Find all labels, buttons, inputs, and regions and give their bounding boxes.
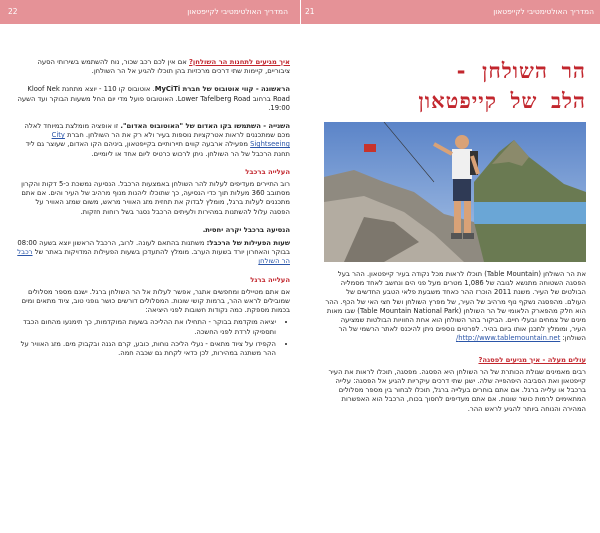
intro-text: את הר השולחן (Table Mountain) תוכלו לראות מכל נקודה בעיר קייפטאון. ההר בעל הפסגה השטוחה מתנשא לגובה של 1,086 מטרים מעל פני הים ונחשב לאחד מסמליה הבולטים של העיר. משנת 2011 הוכרז ההר כאחד משבעת פלאי הטבע החדשים של העולם. מהפסגה נשקף נוף מרהיב של העיר, של מפרץ השולחן ושל חצי האי של הכף. ההר הוא חלק מהפארק הלאומי של הר השולחן (Table Mountain National Park) שבו מאות מינים של צמחים ובעלי חיים. הביקור בהר השולחן הוא אחת החוויות הבולטות שמציעה העיר, ומומלץ לתכנן אותו ביום בהיר. לפרטים נוספים ניתן להיכנס לאתר הרשמי של הר השולחן: [325, 270, 586, 343]
walk-tips-list [14, 318, 276, 358]
intro-paragraph [324, 270, 586, 344]
first-option [14, 85, 290, 113]
cable-heading: העלייה ברכבל [245, 167, 290, 176]
cable-text: רוב התיירים מעדיפים לעלות להר השולחן באמצעות הרכבל. הנסיעה נמשכת כ-5 דקות והקרון מסתובב 360 מעלות תוך כדי הנסיעה, כך שתוכלו ליהנות מנוף מרהיב של העיר והים. אם אתם מתכננים לעלות ברגל, מומלץ לבדוק את תחזית מזג האוויר מראש, משום שמזג האוויר על הפסגה עלול להשתנות במהירות ולעיתים הרכבל נסגר בשל רוחות חזקות. [21, 180, 290, 216]
first-option-heading: הראשונה - קווי אוטובוס של חברת MyCiTi [154, 85, 290, 94]
page-divider [300, 0, 301, 24]
page-title-line-1: הר השולחן - [454, 59, 586, 83]
page-number-right: 21 [305, 7, 315, 16]
ascent-heading: עולים מעלה - איך מגיעים לפסגה? [478, 355, 586, 364]
walk-text: אם אתם מטיילים ומחפשים אתגר, אפשר לעלות אל הר השולחן ברגל. ישנם מספר מסלולים שמובילים לראש ההר, ברמות קושי שונות. המסלולים דורשים כושר גופני טוב, ציוד מתאים ומים בכמות מספקת. כמה נקודות חשובות לפני היציאה: [21, 287, 290, 315]
first-option-text: . אוטובוס קו 110 - יוצא מתחנת Kloof Nek Road ברחוב Lower Tafelberg Road. האוטובוס פועל מדי יום החל משעות הבוקר ועד השעה 19:00. [17, 85, 290, 112]
reach-heading: איך מגיעים לתחנות הר השולחן? [188, 58, 290, 66]
list-item: • יציאה מוקדמת בבוקר - התחילו את ההליכה בשעות המוקדמות, כך תימנעו מהחום הכבד ותספיקו לרדת לפני החשכה. [14, 318, 276, 336]
cable-website-link[interactable]: רכבל הר השולחן [17, 248, 290, 266]
walk-heading: העלייה ברגל [250, 275, 290, 284]
reach-text: אם אין לכם רכב שכור, נוח להשתמש בשירותי הסעה ציבוריים, קיימות שתי דרכים מרכזיות בהן תוכלו להגיע אל הר השולחן. [37, 58, 290, 76]
page-title [330, 56, 586, 116]
second-option-text-b: מפעילה ארבעה קווים תיירותיים בקייפטאון, ביניהם הקו האדום, שעוצר גם ליד תחנת הרכבל של הר השולחן. ניתן לרכוש כרטיס ליום אחד או ליומיים. [25, 140, 290, 158]
list-item: • הקפידו על ציוד מתאים - נעלי הליכה נוחות, כובע, קרם הגנה ובקבוק מים. מזג האוויר על ההר משתנה במהירות, לכן כדאי לקחת גם שכבה חמה. [14, 340, 276, 358]
reach-section [14, 58, 290, 76]
guide-title-right: המדריך האולטימטיבי לקייפטאון [493, 7, 594, 16]
left-column [14, 58, 290, 361]
right-column [324, 270, 586, 423]
ascent-text: רבים מאמינים שגולת הכותרת של הר השולחן היא הפסגה. מפסגה, תוכלו לראות את העיר קייפטאון ואת הסביבה היפהפייה שלה. ישנן שתי דרכים עיקריות להגיע אל הפסגה: עלייה ברכבל או עלייה ברגל. אם אתם בוחרים בעלייה ברגל, תוכלו לבחור בין מספר מסלולים המתאימים לרמות כושר שונות. אם אתם מעדיפים לחסוך בכוח, הרכבל הוא האפשרות המהירה והנוחה ביותר להגיע לראש ההר. [328, 367, 586, 413]
second-option-heading: השנייה - השתמשו בקו האדום של "האוטובוס האדום". [120, 122, 290, 131]
guide-title-left: המדריך האולטימטיבי לקייפטאון [187, 7, 288, 16]
cost-heading: הנסיעה ברכבל יקרה יחסית. [202, 225, 290, 234]
hours-heading: שעות הפעילות של הרכבל: [206, 239, 290, 248]
city-sightseeing-link[interactable]: City Sightseeing [51, 131, 290, 149]
page-title-line-2: הלב של קייפטאון [418, 89, 586, 113]
table-mountain-photo [324, 122, 586, 262]
hours-paragraph [14, 239, 290, 267]
page-header-bar [0, 0, 600, 24]
second-option [14, 122, 290, 159]
page-number-left: 22 [8, 7, 18, 16]
hours-text: משתנות בהתאם לעונה. לרוב, הרכבל הראשון יוצא בשעה 08:00 בבוקר והאחרון יורד בשעות הערב. מומלץ להתעדכן בשעות הפעילות המדויקות באתר של [17, 239, 290, 257]
second-option-text-a: זו אופציה מומלצת במיוחד לאלה מכם שמתכננים לראות אטרקציות נוספות בעיר ולא רק את הר השולחן. חברת [24, 122, 290, 140]
photo-illustration [324, 122, 586, 262]
official-site-link[interactable]: http://www.tablemountain.net/ [455, 334, 561, 343]
